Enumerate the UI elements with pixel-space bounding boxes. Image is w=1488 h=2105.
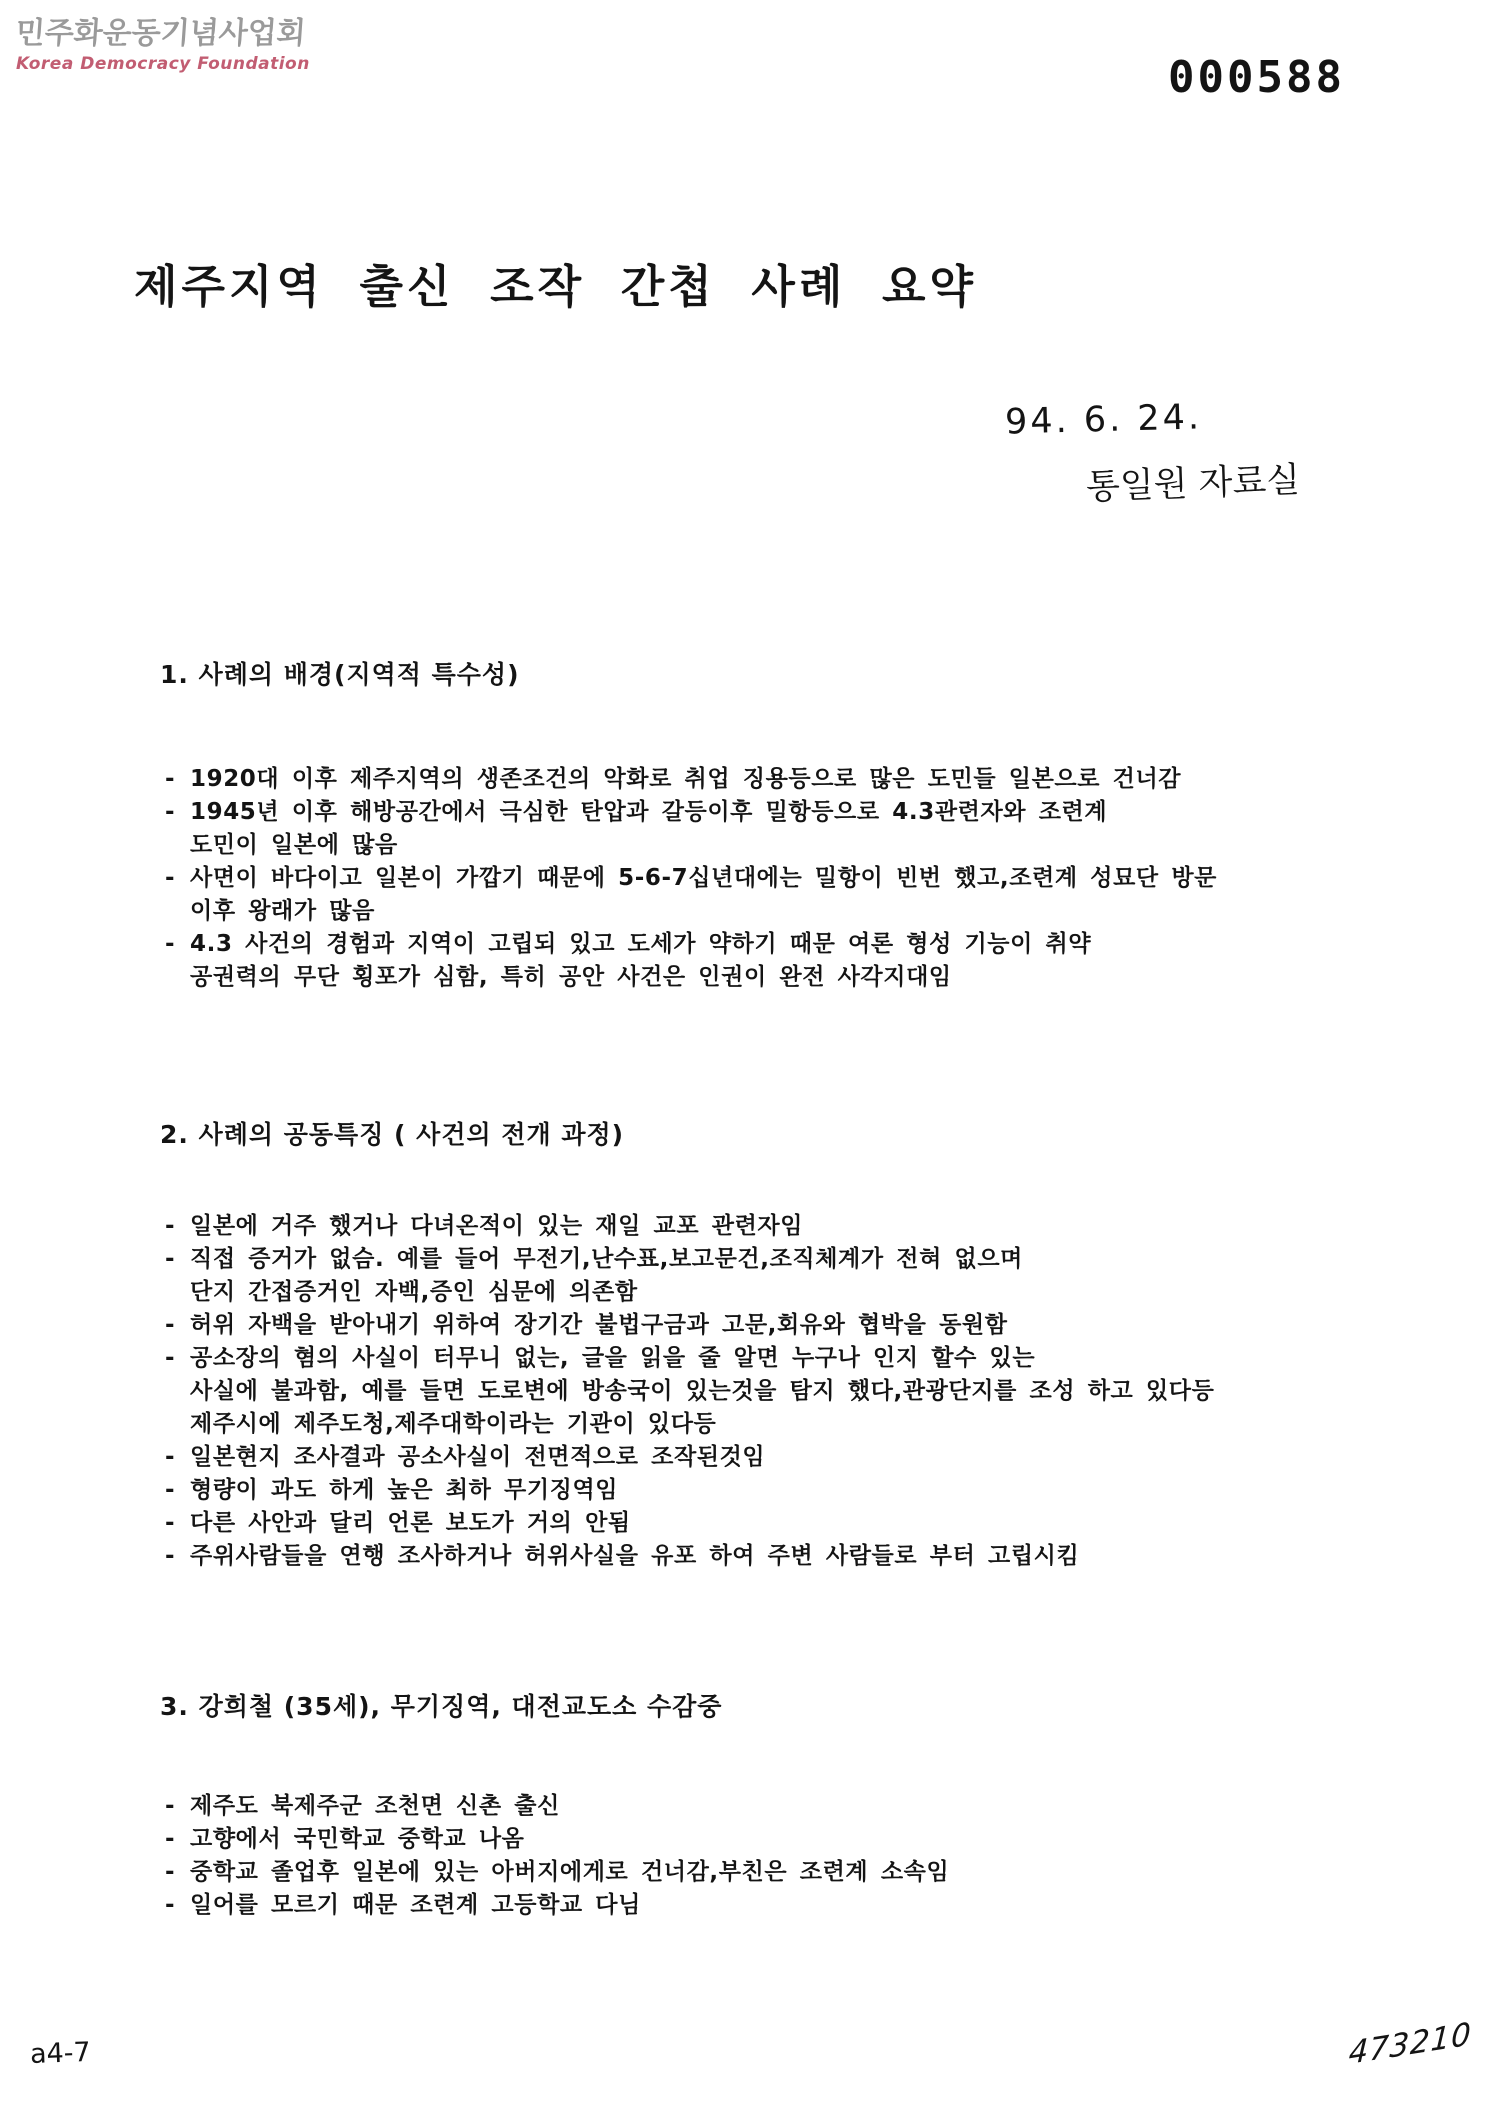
bullet-dash: - bbox=[165, 1892, 175, 1918]
section-2 bbox=[160, 1118, 1472, 1573]
bullet-item bbox=[163, 928, 1472, 994]
bullet-dash: - bbox=[165, 1345, 175, 1371]
bullet-line: 공소장의 혐의 사실이 터무니 없는, 글을 읽을 줄 알면 누구나 인지 할수 있는 bbox=[190, 1345, 1036, 1371]
bullet-list bbox=[163, 763, 1472, 994]
handwritten-date: 94. 6. 24. bbox=[1004, 397, 1203, 443]
bullet-line: 직접 증거가 없슴. 예를 들어 무전기,난수표,보고문건,조직체계가 전혀 없으며 bbox=[190, 1246, 1023, 1272]
bullet-dash: - bbox=[165, 1477, 175, 1503]
bullet-item bbox=[163, 1210, 1472, 1243]
section-1 bbox=[160, 658, 1472, 994]
bullet-dash: - bbox=[165, 766, 175, 792]
bullet-dash: - bbox=[165, 1826, 175, 1852]
bullet-item bbox=[163, 1507, 1472, 1540]
bullet-item bbox=[163, 1309, 1472, 1342]
bullet-item bbox=[163, 1790, 1472, 1823]
handwritten-page-label: a4-7 bbox=[29, 2036, 92, 2071]
bullet-line: 일본현지 조사결과 공소사실이 전면적으로 조작된것임 bbox=[190, 1444, 766, 1470]
bullet-line: 1945년 이후 해방공간에서 극심한 탄압과 갈등이후 밀항등으로 4.3관련자와 조련계 bbox=[190, 799, 1108, 825]
bullet-list bbox=[163, 1790, 1472, 1922]
bullet-dash: - bbox=[165, 1793, 175, 1819]
bullet-item bbox=[163, 1889, 1472, 1922]
bullet-item bbox=[163, 763, 1472, 796]
bullet-dash: - bbox=[165, 1246, 175, 1272]
bullet-line: 일어를 모르기 때문 조련계 고등학교 다님 bbox=[190, 1892, 641, 1918]
bullet-item bbox=[163, 1243, 1472, 1309]
bullet-item bbox=[163, 862, 1472, 928]
bullet-dash: - bbox=[165, 1510, 175, 1536]
bullet-line: 일본에 거주 했거나 다녀온적이 있는 재일 교포 관련자임 bbox=[190, 1213, 804, 1239]
bullet-line: 형량이 과도 하게 높은 최하 무기징역임 bbox=[190, 1477, 619, 1503]
bullet-line: 이후 왕래가 많음 bbox=[190, 898, 375, 924]
bullet-dash: - bbox=[165, 1312, 175, 1338]
bullet-line: 중학교 졸업후 일본에 있는 아버지에게로 건너감,부친은 조련계 소속임 bbox=[190, 1859, 950, 1885]
bullet-line: 제주도 북제주군 조천면 신촌 출신 bbox=[190, 1793, 560, 1819]
bullet-line: 허위 자백을 받아내기 위하여 장기간 불법구금과 고문,회유와 협박을 동원함 bbox=[190, 1312, 1008, 1338]
bullet-dash: - bbox=[165, 931, 175, 957]
bullet-item bbox=[163, 1441, 1472, 1474]
bullet-item bbox=[163, 1342, 1472, 1441]
document-title: 제주지역 출신 조작 간첩 사례 요약 bbox=[134, 260, 977, 313]
bullet-line: 단지 간접증거인 자백,증인 심문에 의존함 bbox=[190, 1279, 638, 1305]
bullet-item bbox=[163, 1823, 1472, 1856]
bullet-item bbox=[163, 1474, 1472, 1507]
bullet-dash: - bbox=[165, 1859, 175, 1885]
bullet-dash: - bbox=[165, 799, 175, 825]
section-3 bbox=[160, 1690, 1472, 1922]
section-heading: 1. 사례의 배경(지역적 특수성) bbox=[160, 660, 520, 689]
bullet-item bbox=[163, 1540, 1472, 1573]
foundation-logo bbox=[16, 8, 310, 74]
foundation-logo-english: Korea Democracy Foundation bbox=[16, 54, 310, 74]
section-heading: 3. 강희철 (35세), 무기징역, 대전교도소 수감중 bbox=[160, 1692, 723, 1721]
bullet-line: 주위사람들을 연행 조사하거나 허위사실을 유포 하여 주변 사람들로 부터 고립시킴 bbox=[190, 1543, 1080, 1569]
bullet-item bbox=[163, 1856, 1472, 1889]
handwritten-serial-number: 473210 bbox=[1347, 2015, 1473, 2073]
bullet-line: 고향에서 국민학교 중학교 나옴 bbox=[190, 1826, 525, 1852]
bullet-line: 사면이 바다이고 일본이 가깝기 때문에 5-6-7십년대에는 밀항이 빈번 했고,조련계 성묘단 방문 bbox=[190, 865, 1217, 891]
bullet-dash: - bbox=[165, 1213, 175, 1239]
bullet-item bbox=[163, 796, 1472, 862]
bullet-dash: - bbox=[165, 865, 175, 891]
foundation-logo-korean: 민주화운동기념사업회 bbox=[14, 16, 307, 51]
bullet-line: 도민이 일본에 많음 bbox=[190, 832, 398, 858]
handwritten-org-note: 통일원 자료실 bbox=[1085, 460, 1301, 508]
page-number-stamp: 000588 bbox=[1168, 52, 1345, 103]
bullet-line: 1920대 이후 제주지역의 생존조건의 악화로 취업 징용등으로 많은 도민들 일본으로 건너감 bbox=[190, 766, 1182, 792]
bullet-line: 사실에 불과함, 예를 들면 도로변에 방송국이 있는것을 탐지 했다,관광단지를 조성 하고 있다등 bbox=[190, 1378, 1215, 1404]
bullet-line: 공권력의 무단 횡포가 심함, 특히 공안 사건은 인권이 완전 사각지대임 bbox=[190, 964, 952, 990]
bullet-line: 다른 사안과 달리 언론 보도가 거의 안됨 bbox=[190, 1510, 631, 1536]
bullet-dash: - bbox=[165, 1444, 175, 1470]
bullet-list bbox=[163, 1210, 1472, 1573]
bullet-line: 4.3 사건의 경험과 지역이 고립되 있고 도세가 약하기 때문 여론 형성 기능이 취약 bbox=[190, 931, 1092, 957]
bullet-line: 제주시에 제주도청,제주대학이라는 기관이 있다등 bbox=[190, 1411, 717, 1437]
section-heading: 2. 사례의 공동특징 ( 사건의 전개 과정) bbox=[160, 1120, 625, 1149]
bullet-dash: - bbox=[165, 1543, 175, 1569]
